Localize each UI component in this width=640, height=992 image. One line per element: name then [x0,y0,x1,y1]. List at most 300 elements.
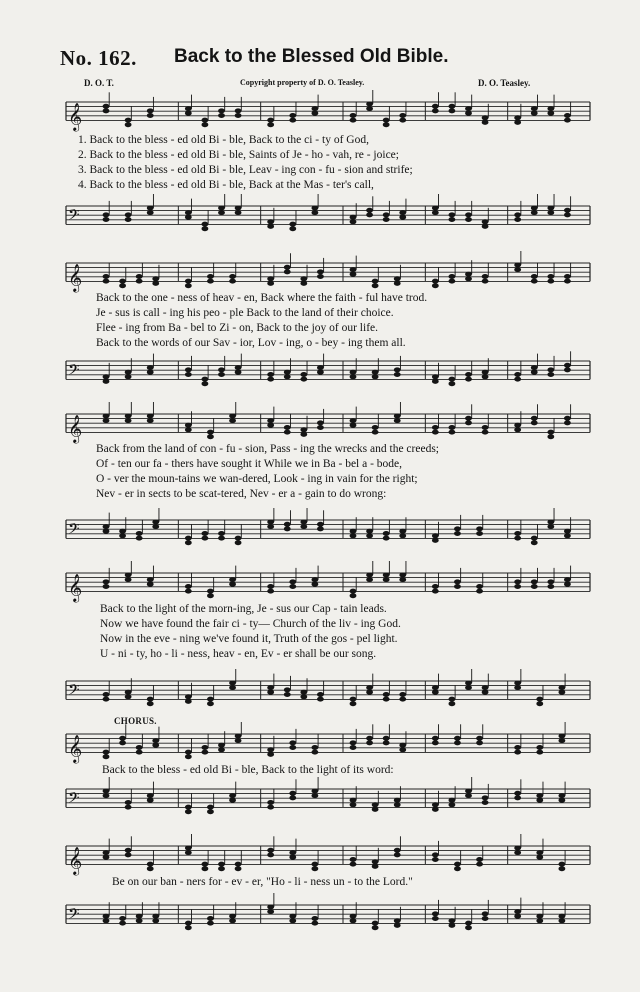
verse-line: Nev - er in sects to be scat-tered, Nev - er a - gain to do wrong: [96,488,387,500]
note-head [147,365,154,370]
note-head [449,430,456,435]
note-head [229,914,236,919]
note-head [267,377,274,382]
note-head [311,921,318,926]
note-head [152,743,159,748]
note-head [147,113,154,118]
note-head [125,122,132,127]
note-head [229,793,236,798]
note-head [311,745,318,750]
note-head [531,111,538,116]
note-head [103,697,110,702]
note-head [284,430,291,435]
note-head [383,217,390,222]
note-head [432,425,439,430]
note-head [514,681,521,686]
note-head [300,432,307,437]
note-head [432,916,439,921]
note-head [514,745,521,750]
note-head [317,365,324,370]
verse-line: Now we have found the fair ci - ty— Church of the liv - ing God. [100,618,401,630]
bass-clef-icon: 𝄢 [68,789,80,811]
note-head [432,533,439,538]
note-head [476,862,483,867]
note-head [103,217,110,222]
note-head [558,918,565,923]
note-head [103,524,110,529]
note-head [229,798,236,803]
note-head [152,738,159,743]
note-head [564,212,571,217]
note-head [267,584,274,589]
note-head [185,805,192,810]
note-head [317,522,324,527]
note-head [366,106,373,111]
note-head [366,573,373,578]
note-head [564,279,571,284]
note-head [267,423,274,428]
note-head [235,210,242,215]
note-head [454,531,461,536]
note-head [284,370,291,375]
treble-clef-icon: 𝄞 [68,846,83,875]
note-head [514,212,521,217]
note-head [564,363,571,368]
note-head [476,740,483,745]
note-head [454,579,461,584]
note-head [366,577,373,582]
note-head [202,226,209,231]
note-head [229,685,236,690]
note-head [350,697,357,702]
note-head [394,418,401,423]
treble-staff [0,838,640,878]
note-head [465,793,472,798]
note-head [289,579,296,584]
note-head [229,274,236,279]
note-head [185,279,192,284]
note-head [185,210,192,215]
note-head [558,866,565,871]
note-head [350,593,357,598]
note-head [399,747,406,752]
note-head [399,577,406,582]
note-head [202,750,209,755]
note-head [311,210,318,215]
note-head [125,418,132,423]
note-head [147,210,154,215]
treble-clef-icon: 𝄞 [68,263,83,292]
note-head [235,540,242,545]
note-head [366,529,373,534]
note-head [289,740,296,745]
note-head [432,379,439,384]
treble-staff [0,565,640,605]
note-head [514,267,521,272]
note-head [482,800,489,805]
note-head [267,685,274,690]
note-head [536,701,543,706]
note-head [202,536,209,541]
note-head [482,120,489,125]
note-head [536,798,543,803]
chorus-label: CHORUS. [114,716,157,726]
note-head [454,866,461,871]
note-head [564,420,571,425]
note-head [125,852,132,857]
note-head [399,743,406,748]
note-head [482,219,489,224]
note-head [482,115,489,120]
treble-staff [0,726,640,766]
note-head [119,283,126,288]
note-head [267,524,274,529]
note-head [229,279,236,284]
note-head [267,752,274,757]
note-head [300,281,307,286]
note-head [432,538,439,543]
note-head [514,846,521,851]
note-head [449,104,456,109]
note-head [449,212,456,217]
note-head [136,745,143,750]
note-head [317,370,324,375]
verse-line: Back to the one - ness of heav - en, Back where the faith - ful have trod. [96,292,428,304]
hymn-number: No. 162. [60,46,137,70]
note-head [103,104,110,109]
note-head [366,208,373,213]
note-head [289,795,296,800]
note-head [350,219,357,224]
verse-line: O - ver the moun-tains we wan-dered, Look - ing in vain for the right; [96,473,418,485]
note-head [372,864,379,869]
note-head [267,747,274,752]
note-head [399,692,406,697]
note-head [383,122,390,127]
note-head [202,745,209,750]
note-head [465,925,472,930]
note-head [185,372,192,377]
note-head [547,584,554,589]
note-head [366,690,373,695]
note-head [454,736,461,741]
note-head [432,911,439,916]
note-head [229,918,236,923]
note-head [311,582,318,587]
note-head [465,416,472,421]
note-head [372,921,379,926]
verse-line: Now in the eve - ning we've found it, Truth of the gos - pel light. [100,633,398,645]
note-head [432,690,439,695]
note-head [547,106,554,111]
note-head [235,113,242,118]
note-head [218,113,225,118]
note-head [482,685,489,690]
note-head [514,115,521,120]
note-head [465,377,472,382]
note-head [289,113,296,118]
note-head [366,102,373,107]
note-head [449,802,456,807]
note-head [311,750,318,755]
note-head [284,522,291,527]
note-head [399,113,406,118]
note-head [185,283,192,288]
note-head [432,210,439,215]
note-head [185,925,192,930]
note-head [235,734,242,739]
note-head [152,914,159,919]
note-head [514,685,521,690]
note-head [465,272,472,277]
note-head [185,540,192,545]
note-head [536,850,543,855]
note-head [185,750,192,755]
note-head [465,420,472,425]
note-head [119,279,126,284]
note-head [267,219,274,224]
note-head [514,584,521,589]
note-head [119,740,126,745]
note-head [531,206,538,211]
note-head [394,802,401,807]
note-head [317,526,324,531]
note-head [119,529,126,534]
note-head [394,414,401,419]
verse-line: Back to the words of our Sav - ior, Lov - ing, o - bey - ing them all. [96,337,406,349]
note-head [202,118,209,123]
note-head [125,694,132,699]
note-head [152,520,159,525]
verse-line: Back to the bless - ed old Bi - ble, Back to the light of its word: [102,764,394,776]
note-head [564,533,571,538]
note-head [482,795,489,800]
note-head [536,697,543,702]
note-head [547,579,554,584]
note-head [267,800,274,805]
note-head [372,807,379,812]
note-head [207,274,214,279]
note-head [185,699,192,704]
note-head [366,212,373,217]
note-head [147,697,154,702]
note-head [372,425,379,430]
note-head [432,685,439,690]
note-head [564,577,571,582]
note-head [202,862,209,867]
note-head [136,274,143,279]
note-head [119,736,126,741]
verse-line: Flee - ing from Ba - bel to Zi - on, Back to the joy of our life. [96,322,379,334]
bass-staff [0,781,640,821]
note-head [311,206,318,211]
note-head [229,414,236,419]
verse-line: Back from the land of con - fu - sion, Pass - ing the wrecks and the creeds; [96,443,439,455]
note-head [289,584,296,589]
note-head [207,805,214,810]
note-head [218,862,225,867]
note-head [366,740,373,745]
note-head [514,263,521,268]
note-head [564,416,571,421]
note-head [207,430,214,435]
meter-label: D. O. T. [84,78,114,88]
note-head [218,531,225,536]
note-head [350,862,357,867]
note-head [536,914,543,919]
note-head [399,529,406,534]
note-head [103,584,110,589]
note-head [125,690,132,695]
note-head [432,736,439,741]
note-head [558,690,565,695]
note-head [558,862,565,867]
note-head [564,367,571,372]
note-head [514,217,521,222]
note-head [289,850,296,855]
note-head [383,118,390,123]
note-head [465,685,472,690]
note-head [350,857,357,862]
note-head [147,370,154,375]
note-head [465,921,472,926]
note-head [394,852,401,857]
note-head [202,222,209,227]
treble-clef-icon: 𝄞 [68,734,83,763]
note-head [202,866,209,871]
note-head [547,367,554,372]
note-head [547,274,554,279]
note-head [125,848,132,853]
treble-clef-icon: 𝄞 [68,102,83,131]
bass-clef-icon: 𝄢 [68,681,80,703]
note-head [103,579,110,584]
bass-staff [0,512,640,552]
note-head [394,372,401,377]
note-head [531,210,538,215]
bass-staff [0,198,640,238]
note-head [147,414,154,419]
note-head [564,118,571,123]
note-head [350,113,357,118]
note-head [185,367,192,372]
note-head [267,281,274,286]
note-head [289,918,296,923]
note-head [449,108,456,113]
note-head [350,272,357,277]
note-head [125,805,132,810]
note-head [300,372,307,377]
note-head [125,217,132,222]
note-head [103,855,110,860]
note-head [350,374,357,379]
treble-clef-icon: 𝄞 [68,414,83,443]
note-head [125,374,132,379]
bass-clef-icon: 𝄢 [68,905,80,927]
note-head [267,520,274,525]
note-head [399,210,406,215]
note-head [383,740,390,745]
note-head [383,736,390,741]
note-head [482,279,489,284]
note-head [125,577,132,582]
bass-staff [0,897,640,937]
note-head [350,745,357,750]
note-head [147,577,154,582]
note-head [432,279,439,284]
note-head [449,381,456,386]
note-head [482,911,489,916]
note-head [300,524,307,529]
note-head [185,215,192,220]
note-head [350,529,357,534]
note-head [185,921,192,926]
note-head [103,692,110,697]
note-head [432,206,439,211]
note-head [229,681,236,686]
note-head [185,111,192,116]
note-head [185,106,192,111]
note-head [311,111,318,116]
note-head [476,857,483,862]
note-head [536,750,543,755]
note-head [449,923,456,928]
note-head [103,414,110,419]
note-head [536,745,543,750]
note-head [235,738,242,743]
note-head [350,215,357,220]
note-head [218,367,225,372]
note-head [350,914,357,919]
note-head [185,427,192,432]
composer-credit: D. O. Teasley. [478,78,531,88]
note-head [289,791,296,796]
note-head [514,914,521,919]
note-head [229,577,236,582]
note-head [289,226,296,231]
note-head [103,754,110,759]
note-head [300,694,307,699]
note-head [514,531,521,536]
note-head [119,921,126,926]
note-head [284,692,291,697]
note-head [207,589,214,594]
note-head [514,423,521,428]
note-head [476,589,483,594]
note-head [317,420,324,425]
treble-staff [0,406,640,446]
verse-line: 4. Back to the bless - ed old Bi - ble, Back at the Mas - ter's call, [78,179,374,191]
verse-line: Back to the light of the morn-ing, Je - sus our Cap - tain leads. [100,603,387,615]
note-head [202,381,209,386]
verse-line: 1. Back to the bless - ed old Bi - ble, Back to the ci - ty of God, [78,134,369,146]
note-head [185,754,192,759]
note-head [119,916,126,921]
note-head [103,793,110,798]
note-head [432,430,439,435]
note-head [482,274,489,279]
note-head [185,850,192,855]
note-head [289,914,296,919]
note-head [394,276,401,281]
note-head [449,279,456,284]
note-head [267,905,274,910]
note-head [547,372,554,377]
note-head [531,540,538,545]
note-head [449,918,456,923]
bass-clef-icon: 𝄢 [68,361,80,383]
note-head [531,365,538,370]
